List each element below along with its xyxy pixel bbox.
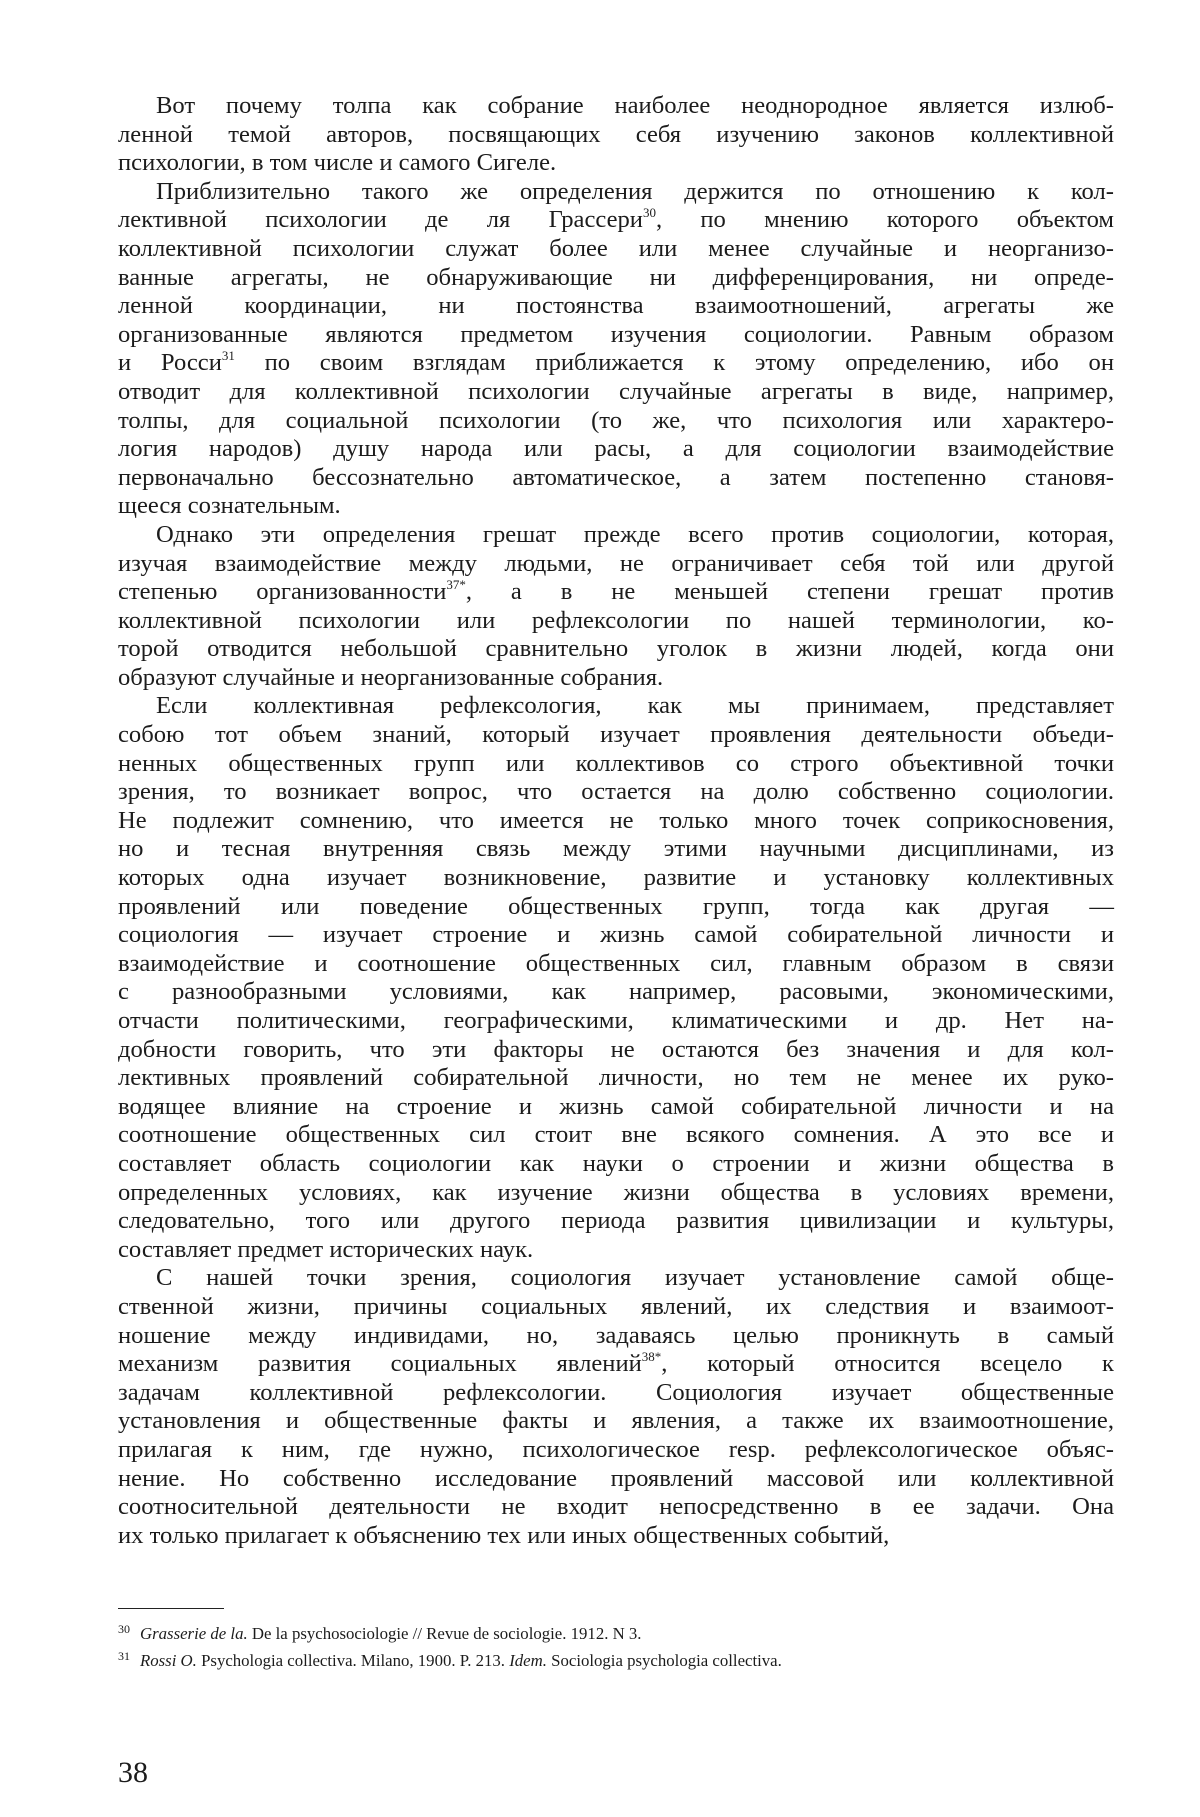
text-line: соотношение общественных сил стоит вне всякого сомнения. А это все и (118, 1121, 1114, 1149)
paragraph (118, 692, 1114, 1264)
text-line: ненных общественных групп или коллективов со строго объективной точки (118, 749, 1114, 777)
text-line: собою тот объем знаний, который изучает проявления деятельности объеди- (118, 721, 1114, 749)
text-line: следовательно, того или другого периода развития цивилизации и культуры, (118, 1207, 1114, 1235)
paragraph (118, 521, 1114, 693)
text-line: отводит для коллективной психологии случайные агрегаты в виде, например, (118, 377, 1114, 405)
paragraph (118, 1264, 1114, 1550)
text-line: которых одна изучает возникновение, развитие и установку коллективных (118, 864, 1114, 892)
text-line: но и тесная внутренняя связь между этими научными дисциплинами, из (118, 835, 1114, 863)
footnote-separator (118, 1608, 224, 1609)
text-line: установления и общественные факты и явления, а также их взаимоотношение, (118, 1407, 1114, 1435)
text-line: ванные агрегаты, не обнаруживающие ни дифференцирования, ни опреде- (118, 263, 1114, 291)
footnote-reference: 38* (641, 1349, 662, 1365)
text-line: водящее влияние на строение и жизнь самой собирательной личности и на (118, 1092, 1114, 1120)
text-line: логия народов) душу народа или расы, а для социологии взаимодействие (118, 435, 1114, 463)
footnote-30 (118, 1618, 1114, 1645)
text-line: ственной жизни, причины социальных явлений, их следствия и взаимоот- (118, 1292, 1114, 1320)
text-line: организованные являются предметом изучения социологии. Равным образом (118, 320, 1114, 348)
text-line: лективных проявлений собирательной личности, но тем не менее их руко- (118, 1064, 1114, 1092)
footnote-31 (118, 1645, 1114, 1672)
text-line: и Росси$^{31}$ по своим взглядам приближается к этому определению, ибо он (118, 348, 1114, 377)
text-line: добности говорить, что эти факторы не остаются без значения и для кол- (118, 1035, 1114, 1063)
text-line: Приблизительно такого же определения держится по отношению к кол- (156, 177, 1114, 205)
text-line: Вот почему толпа как собрание наиболее неоднородное является излюб- (156, 92, 1114, 119)
body-text (118, 92, 1114, 1550)
footnote-author: Grasserie de la. (140, 1624, 248, 1643)
text-line: изучая взаимодействие между людьми, не ограничивает себя той или другой (118, 549, 1114, 577)
text-line: ношение между индивидами, но, задаваясь целью проникнуть в самый (118, 1321, 1114, 1349)
text-line: с разнообразными условиями, как например, расовыми, экономическими, (118, 978, 1114, 1006)
text-line: социология — изучает строение и жизнь самой собирательной личности и (118, 921, 1114, 949)
text-line: их только прилагает к объяснению тех или иных общественных событий, (118, 1521, 890, 1549)
paragraph (118, 92, 1114, 178)
text-line: ленной координации, ни постоянства взаимоотношений, агрегаты же (118, 292, 1114, 320)
text-line: щееся сознательным. (118, 492, 341, 520)
footnote-text-2: Sociologia psychologia collectiva. (551, 1651, 782, 1670)
footnote-reference: 37* (446, 577, 466, 593)
footnote-number: 30 (118, 1622, 130, 1636)
footnote-author-idem: Idem. (509, 1651, 547, 1670)
text-line: коллективной психологии или рефлексологии по нашей терминологии, ко- (118, 606, 1114, 634)
text-line: составляет область социологии как науки о строении и жизни общества в (118, 1149, 1114, 1177)
footnote-text: Psychologia collectiva. Milano, 1900. P. 213. (201, 1651, 505, 1670)
page-number: 38 (118, 1756, 148, 1789)
paragraph (118, 178, 1114, 521)
text-line: Не подлежит сомнению, что имеется не только много точек соприкосновения, (118, 806, 1114, 834)
text-line: составляет предмет исторических наук. (118, 1235, 534, 1263)
text-line: проявлений или поведение общественных групп, тогда как другая — (118, 892, 1114, 920)
text-line: образуют случайные и неорганизованные собрания. (118, 663, 664, 691)
text-line: взаимодействие и соотношение общественных сил, главным образом в связи (118, 949, 1114, 977)
text-line: определенных условиях, как изучение жизни общества в условиях времени, (118, 1178, 1114, 1206)
text-line: Если коллективная рефлексология, как мы принимаем, представляет (156, 692, 1114, 720)
text-line: задачам коллективной рефлексологии. Социология изучает общественные (118, 1378, 1114, 1406)
footnote-number: 31 (118, 1649, 130, 1663)
text-line: Однако эти определения грешат прежде всего против социологии, которая, (156, 520, 1114, 548)
text-line: отчасти политическими, географическими, климатическими и др. Нет на- (118, 1007, 1114, 1034)
text-line: торой отводится небольшой сравнительно уголок в жизни людей, когда они (118, 635, 1114, 663)
text-line: толпы, для социальной психологии (то же, что психология или характеро- (118, 406, 1114, 434)
text-line: первоначально бессознательно автоматическое, а затем постепенно становя- (118, 463, 1114, 491)
footnotes (118, 1618, 1114, 1672)
footnote-text: De la psychosociologie // Revue de sociologie. 1912. N 3. (251, 1624, 642, 1643)
text-line: степенью организованности$^{37*}$, а в не меньшей степени грешат против (118, 577, 1114, 606)
text-line: коллективной психологии служат более или менее случайные и неорганизо- (118, 234, 1114, 262)
footnote-reference: 31 (221, 348, 235, 364)
text-line: прилагая к ним, где нужно, психологическое resp. рефлексологическое объяс- (118, 1435, 1114, 1463)
footnote-reference: 30 (642, 205, 656, 221)
text-line: С нашей точки зрения, социология изучает установление самой обще- (156, 1264, 1114, 1292)
text-line: соотносительной деятельности не входит непосредственно в ее задачи. Она (118, 1493, 1114, 1521)
text-line: психологии, в том числе и самого Сигеле. (118, 149, 557, 177)
text-line: механизм развития социальных явлений$^{38*}$, который относится всецело к (118, 1349, 1114, 1378)
text-line: ленной темой авторов, посвящающих себя изучению законов коллективной (118, 120, 1114, 148)
text-line: лективной психологии де ля Грассери$^{30}$, по мнению которого объектом (118, 205, 1114, 234)
footnote-author: Rossi O. (140, 1651, 197, 1670)
text-line: нение. Но собственно исследование проявлений массовой или коллективной (118, 1464, 1114, 1492)
text-line: зрения, то возникает вопрос, что остается на долю собственно социологии. (118, 778, 1114, 806)
